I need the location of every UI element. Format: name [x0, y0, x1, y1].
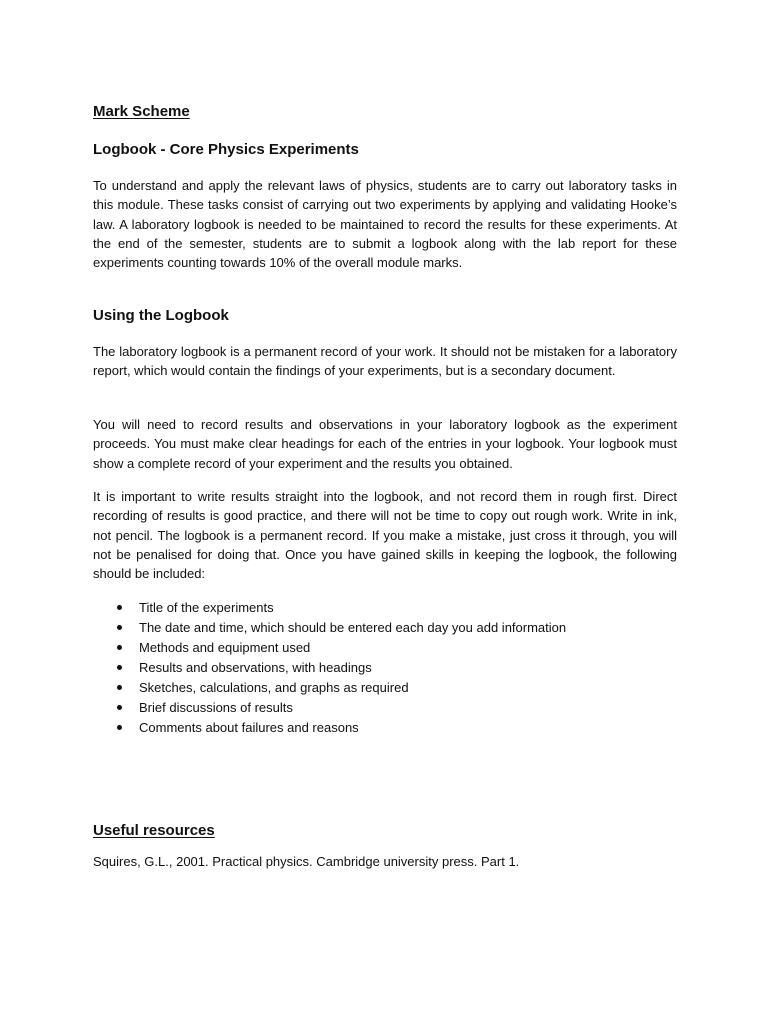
list-item — [93, 638, 677, 658]
list-item-text: Brief discussions of results — [139, 700, 293, 715]
bullet-icon — [117, 645, 122, 650]
reference-text: Squires, G.L., 2001. Practical physics. Cambridge university press. Part 1. — [93, 854, 520, 869]
permanent-record-paragraph: The laboratory logbook is a permanent record of your work. It should not be mistaken for a laboratory report, which would contain the findings of your experiments, but is a secondary document. — [93, 344, 677, 379]
bullet-icon — [117, 665, 122, 670]
list-item — [93, 718, 677, 738]
bullet-icon — [117, 625, 122, 630]
list-item-text: Title of the experiments — [139, 600, 274, 615]
list-item-text: Methods and equipment used — [139, 640, 311, 655]
list-item-text: Results and observations, with headings — [139, 660, 372, 675]
intro-paragraph: To understand and apply the relevant laws of physics, students are to carry out laboratory tasks in this module. These tasks consist of carrying out two experiments by applying and validating Hooke’s law. A laboratory logbook is needed to be maintained to record the results for these experiments. At the end of the semester, students are to submit a logbook along with the lab report for these experiments counting towards 10% of the overall module marks. — [93, 178, 677, 271]
list-item-text: The date and time, which should be entered each day you add information — [139, 620, 567, 635]
list-item — [93, 698, 677, 718]
list-item — [93, 678, 677, 698]
bullet-icon — [117, 725, 122, 730]
useful-resources-heading: Useful resources — [93, 822, 215, 839]
list-item — [93, 658, 677, 678]
using-logbook-heading: Using the Logbook — [93, 307, 229, 324]
mark-scheme-heading: Mark Scheme — [93, 103, 190, 120]
list-item-text: Comments about failures and reasons — [139, 720, 359, 735]
list-item-text: Sketches, calculations, and graphs as required — [139, 680, 409, 695]
write-directly-paragraph: It is important to write results straight into the logbook, and not record them in rough first. Direct recording of results is good practice, and there will not be time to copy out rough work. Write in ink, not pencil. The logbook is a permanent record. If you make a mistake, just cross it through, you will not be penalised for doing that. Once you have gained skills in keeping the logbook, the following should be included: — [93, 489, 677, 582]
logbook-contents-list — [93, 598, 677, 738]
logbook-title-heading: Logbook - Core Physics Experiments — [93, 141, 359, 158]
list-item — [93, 618, 677, 638]
list-item — [93, 598, 677, 618]
bullet-icon — [117, 605, 122, 610]
bullet-icon — [117, 705, 122, 710]
bullet-icon — [117, 685, 122, 690]
record-results-paragraph: You will need to record results and observations in your laboratory logbook as the experiment proceeds. You must make clear headings for each of the entries in your logbook. Your logbook must show a complete record of your experiment and the results you obtained. — [93, 417, 677, 471]
